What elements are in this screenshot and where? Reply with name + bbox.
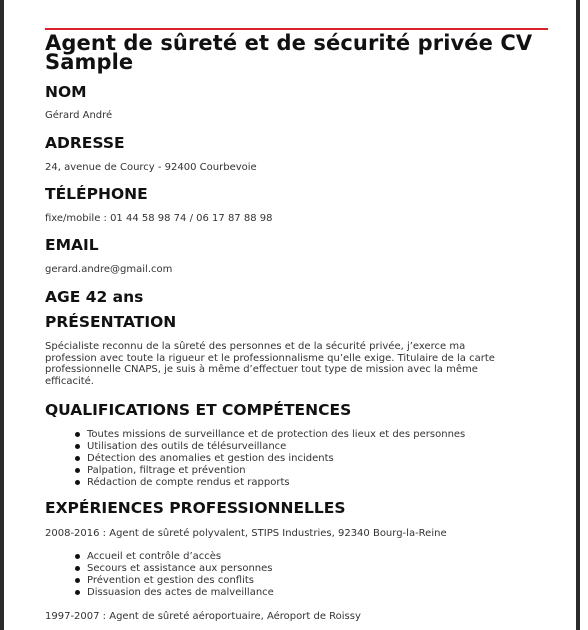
- email-heading: EMAIL: [45, 236, 99, 254]
- adresse-value: 24, avenue de Courcy - 92400 Courbevoie: [45, 162, 257, 173]
- list-item: [75, 465, 465, 477]
- list-item-text: Utilisation des outils de télésurveillance: [87, 441, 287, 452]
- list-item-text: Toutes missions de surveillance et de protection des lieux et des personnes: [87, 429, 466, 440]
- qualifications-heading: QUALIFICATIONS ET COMPÉTENCES: [45, 401, 352, 419]
- bullet-icon: [75, 578, 80, 583]
- bullet-icon: [75, 468, 80, 473]
- list-item: [75, 587, 274, 599]
- list-item: [75, 453, 465, 465]
- list-item: [75, 563, 274, 575]
- job-title: 1997-2007 : Agent de sûreté aéroportuaire, Aéroport de Roissy: [45, 611, 361, 622]
- list-item: [75, 551, 274, 563]
- presentation-text: Spécialiste reconnu de la sûreté des personnes et de la sécurité privée, j’exerce ma profession avec toute la rigueur et le professionnalisme qu’elle exige. Titulaire de la carte professionnelle CNAPS, je suis à même d’effectuer tout type de mission avec la même efficacité.: [45, 341, 495, 387]
- list-item-text: Prévention et gestion des conflits: [87, 575, 254, 586]
- list-item-text: Secours et assistance aux personnes: [87, 563, 273, 574]
- bullet-icon: [75, 456, 80, 461]
- adresse-heading: ADRESSE: [45, 134, 125, 152]
- presentation-heading: PRÉSENTATION: [45, 313, 177, 331]
- telephone-heading: TÉLÉPHONE: [45, 185, 148, 203]
- list-item: [75, 575, 274, 587]
- list-item: [75, 441, 465, 453]
- title-accent-rule: [45, 28, 548, 30]
- bullet-icon: [75, 590, 80, 595]
- list-item-text: Accueil et contrôle d’accès: [87, 551, 222, 562]
- email-link[interactable]: gerard.andre@gmail.com: [45, 264, 173, 275]
- qualifications-list: [75, 429, 465, 489]
- bullet-icon: [75, 480, 80, 485]
- bullet-icon: [75, 444, 80, 449]
- document-title: Agent de sûreté et de sécurité privée CV Sample: [45, 31, 533, 74]
- nom-value: Gérard André: [45, 110, 113, 121]
- email-value[interactable]: [45, 264, 172, 276]
- list-item: [75, 477, 465, 489]
- bullet-icon: [75, 432, 80, 437]
- list-item-text: Détection des anomalies et gestion des incidents: [87, 453, 334, 464]
- nom-heading: NOM: [45, 83, 87, 101]
- telephone-value: fixe/mobile : 01 44 58 98 74 / 06 17 87 88 98: [45, 213, 273, 224]
- list-item: [75, 429, 465, 441]
- list-item-text: Rédaction de compte rendus et rapports: [87, 477, 290, 488]
- list-item-text: Palpation, filtrage et prévention: [87, 465, 246, 476]
- job-title: 2008-2016 : Agent de sûreté polyvalent, STIPS Industries, 92340 Bourg-la-Reine: [45, 528, 447, 539]
- bullet-icon: [75, 566, 80, 571]
- job-tasks-list: [75, 551, 274, 599]
- list-item-text: Dissuasion des actes de malveillance: [87, 587, 274, 598]
- experiences-heading: EXPÉRIENCES PROFESSIONNELLES: [45, 499, 346, 517]
- bullet-icon: [75, 554, 80, 559]
- age-heading: AGE 42 ans: [45, 288, 144, 306]
